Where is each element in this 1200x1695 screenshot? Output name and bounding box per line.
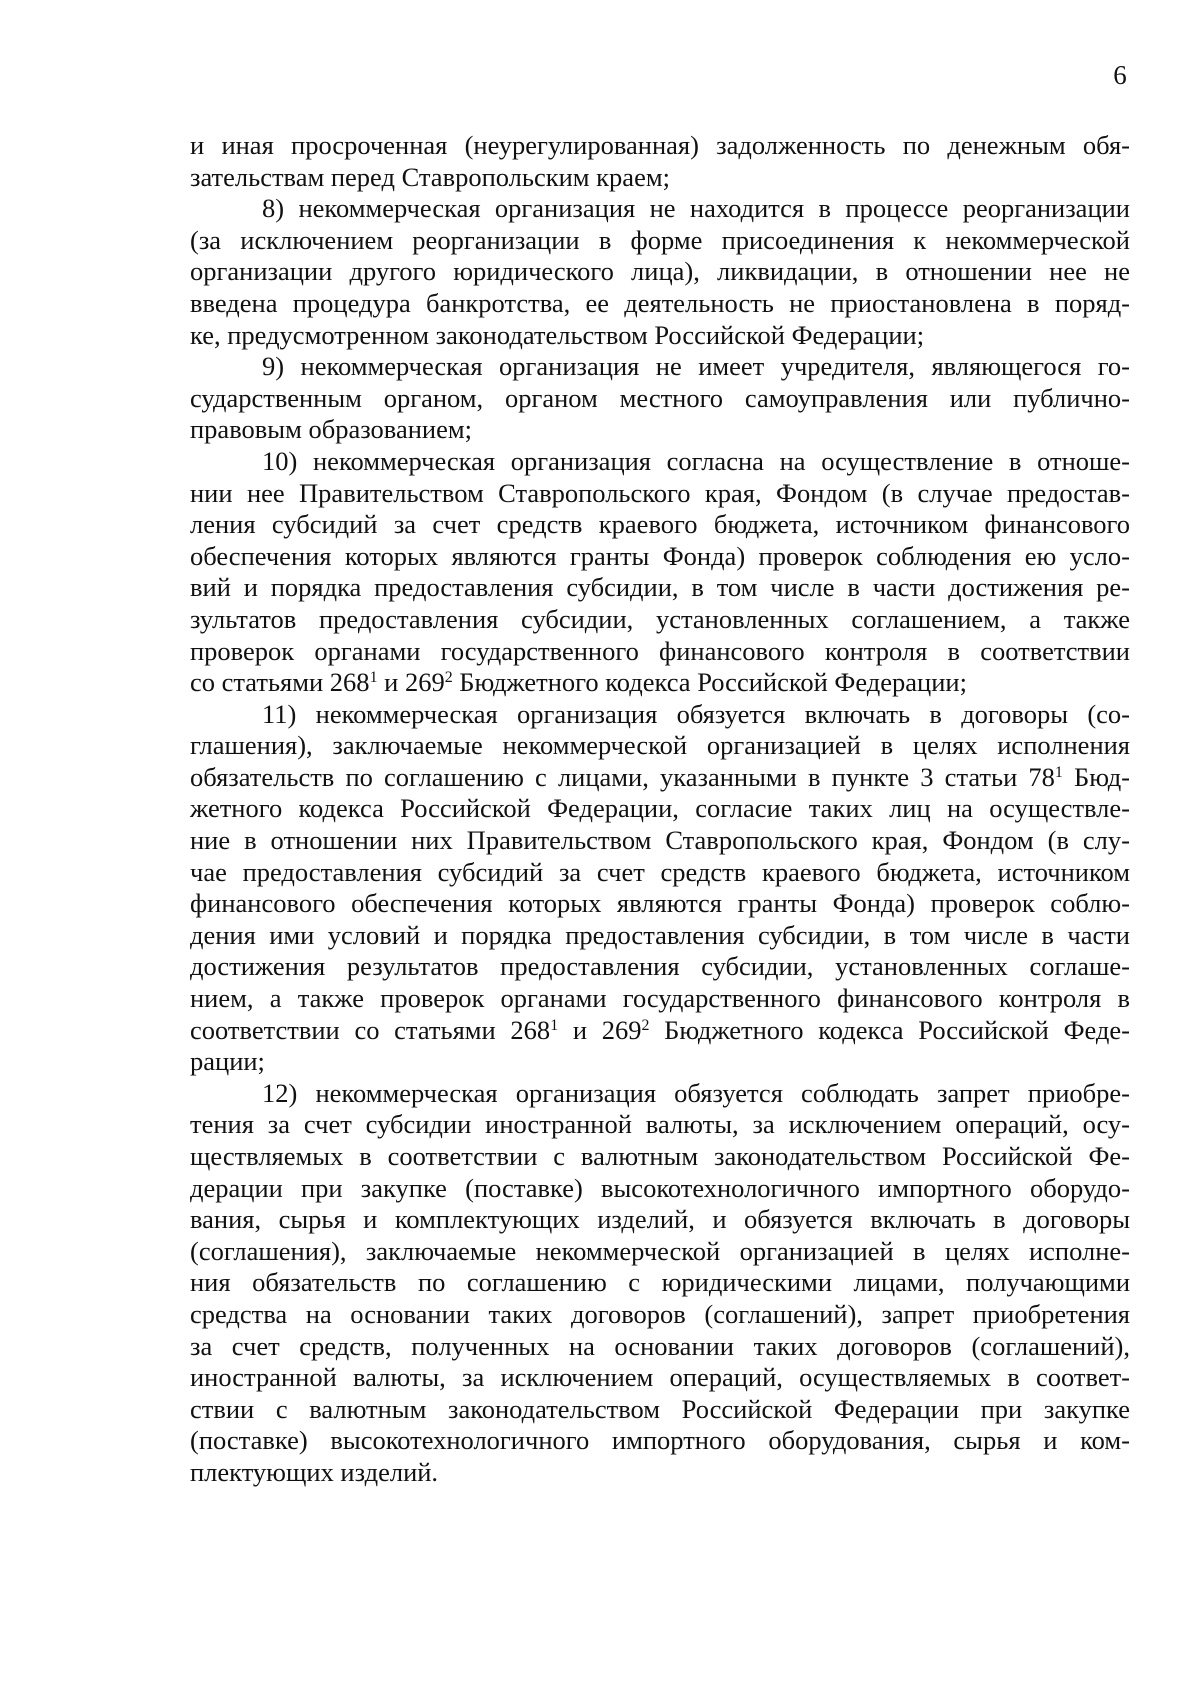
text-line: [190, 699, 1130, 731]
text-line: [190, 256, 1130, 288]
text-line: [190, 636, 1130, 668]
paragraph-continuation: [190, 130, 1130, 193]
paragraph-item-12: [190, 1078, 1130, 1489]
text-line: [190, 1425, 1130, 1457]
text-run: жетного кодекса Российской Федерации, согласие таких лиц на осуществле-: [190, 793, 1130, 824]
text-line: [190, 983, 1130, 1015]
document-body: [190, 130, 1130, 1489]
text-line: [190, 762, 1130, 794]
text-run: (соглашения), заключаемые некоммерческой организацией в целях исполне-: [190, 1235, 1130, 1266]
text-run: 9) некоммерческая организация не имеет учредителя, являющегося го-: [262, 351, 1130, 382]
text-run: ния обязательств по соглашению с юридическими лицами, получающими: [190, 1267, 1130, 1298]
text-line: [190, 320, 1130, 352]
text-run: вий и порядка предоставления субсидии, в том числе в части достижения ре-: [190, 572, 1130, 603]
text-run: Бюд-: [1062, 761, 1130, 792]
text-line: [190, 825, 1130, 857]
superscript-index: 1: [369, 669, 378, 687]
text-run: чае предоставления субсидий за счет средств краевого бюджета, источником: [190, 856, 1130, 887]
text-run: и 269: [558, 1014, 642, 1045]
text-run: и 269: [377, 667, 445, 698]
text-run: и иная просроченная (неурегулированная) задолженность по денежным обя-: [190, 130, 1130, 160]
text-run: ствии с валютным законодательством Российской Федерации при закупке: [190, 1393, 1130, 1424]
superscript-index: 1: [550, 1016, 559, 1034]
text-run: глашения), заключаемые некоммерческой организацией в целях исполнения: [190, 730, 1130, 761]
text-line: [190, 478, 1130, 510]
text-line: [190, 1331, 1130, 1363]
paragraph-item-10: [190, 446, 1130, 699]
superscript-index: 2: [641, 1016, 650, 1034]
text-run: зультатов предоставления субсидии, установленных соглашением, а также: [190, 603, 1130, 634]
text-run: правовым образованием;: [190, 414, 472, 445]
text-line: [190, 951, 1130, 983]
text-line: [190, 414, 1130, 446]
text-line: [190, 888, 1130, 920]
text-line: [190, 667, 1130, 699]
paragraph-item-9: [190, 351, 1130, 446]
text-line: [190, 130, 1130, 162]
superscript-index: 1: [1054, 764, 1063, 782]
text-run: плектующих изделий.: [190, 1456, 439, 1487]
text-line: [190, 288, 1130, 320]
text-line: [190, 1267, 1130, 1299]
text-run: организации другого юридического лица), ликвидации, в отношении нее не: [190, 256, 1130, 287]
text-line: [190, 1362, 1130, 1394]
text-run: достижения результатов предоставления субсидии, установленных соглаше-: [190, 951, 1130, 982]
text-run: финансового обеспечения которых являются гранты Фонда) проверок соблю-: [190, 888, 1130, 919]
text-line: [190, 509, 1130, 541]
text-run: зательствам перед Ставропольским краем;: [190, 161, 670, 192]
text-run: 10) некоммерческая организация согласна на осуществление в отноше-: [262, 445, 1130, 476]
text-run: 12) некоммерческая организация обязуется соблюдать запрет приобре-: [262, 1077, 1130, 1108]
text-run: за счет средств, полученных на основании таких договоров (соглашений),: [190, 1330, 1130, 1361]
text-line: [190, 793, 1130, 825]
text-line: [190, 857, 1130, 889]
text-line: [190, 162, 1130, 194]
text-run: ления субсидий за счет средств краевого бюджета, источником финансового: [190, 509, 1130, 540]
text-run: ние в отношении них Правительством Ставропольского края, Фондом (в слу-: [190, 825, 1130, 856]
text-line: [190, 730, 1130, 762]
text-line: [190, 383, 1130, 415]
superscript-index: 2: [444, 669, 453, 687]
text-line: [190, 1173, 1130, 1205]
text-run: соответствии со статьями 268: [190, 1014, 551, 1045]
text-line: [190, 1394, 1130, 1426]
text-line: [190, 541, 1130, 573]
text-run: нием, а также проверок органами государственного финансового контроля в: [190, 983, 1130, 1014]
text-line: [190, 1141, 1130, 1173]
text-run: нии нее Правительством Ставропольского края, Фондом (в случае предостав-: [190, 477, 1130, 508]
text-line: [190, 1204, 1130, 1236]
text-line: [190, 351, 1130, 383]
text-line: [190, 225, 1130, 257]
text-line: [190, 1457, 1130, 1489]
text-line: [190, 1236, 1130, 1268]
paragraph-item-11: [190, 699, 1130, 1078]
text-line: [190, 446, 1130, 478]
text-run: (за исключением реорганизации в форме присоединения к некоммерческой: [190, 224, 1130, 255]
text-line: [190, 604, 1130, 636]
text-run: Бюджетного кодекса Российской Феде-: [649, 1014, 1130, 1045]
text-run: 8) некоммерческая организация не находится в процессе реорганизации: [262, 193, 1130, 224]
text-run: проверок органами государственного финансового контроля в соответствии: [190, 635, 1130, 666]
text-line: [190, 1078, 1130, 1110]
text-line: [190, 1299, 1130, 1331]
text-run: 11) некоммерческая организация обязуется включать в договоры (со-: [262, 698, 1130, 729]
text-run: ществляемых в соответствии с валютным законодательством Российской Фе-: [190, 1141, 1130, 1171]
text-run: сударственным органом, органом местного самоуправления или публично-: [190, 382, 1130, 413]
text-run: иностранной валюты, за исключением операций, осуществляемых в соответ-: [190, 1362, 1130, 1393]
text-line: [190, 920, 1130, 952]
text-run: введена процедура банкротства, ее деятельность не приостановлена в поряд-: [190, 287, 1130, 318]
text-run: (поставке) высокотехнологичного импортного оборудования, сырья и ком-: [190, 1425, 1130, 1456]
page-number: 6: [1113, 60, 1127, 90]
text-line: [190, 1109, 1130, 1141]
text-line: [190, 193, 1130, 225]
text-run: обеспечения которых являются гранты Фонда) проверок соблюдения ею усло-: [190, 540, 1130, 571]
text-line: [190, 1015, 1130, 1047]
text-run: дения ими условий и порядка предоставления субсидии, в том числе в части: [190, 919, 1130, 950]
text-run: средства на основании таких договоров (соглашений), запрет приобретения: [190, 1298, 1130, 1329]
paragraph-item-8: [190, 193, 1130, 351]
text-run: ке, предусмотренном законодательством Российской Федерации;: [190, 319, 925, 350]
text-run: Бюджетного кодекса Российской Федерации;: [452, 667, 967, 698]
text-run: вания, сырья и комплектующих изделий, и обязуется включать в договоры: [190, 1204, 1130, 1235]
text-run: со статьями 268: [190, 667, 370, 698]
text-run: обязательств по соглашению с лицами, указанными в пункте 3 статьи 78: [190, 761, 1055, 792]
text-line: [190, 572, 1130, 604]
text-line: [190, 1046, 1130, 1078]
text-run: рации;: [190, 1046, 265, 1077]
text-run: тения за счет субсидии иностранной валюты, за исключением операций, осу-: [190, 1109, 1130, 1140]
text-run: дерации при закупке (поставке) высокотехнологичного импортного оборудо-: [190, 1172, 1130, 1203]
